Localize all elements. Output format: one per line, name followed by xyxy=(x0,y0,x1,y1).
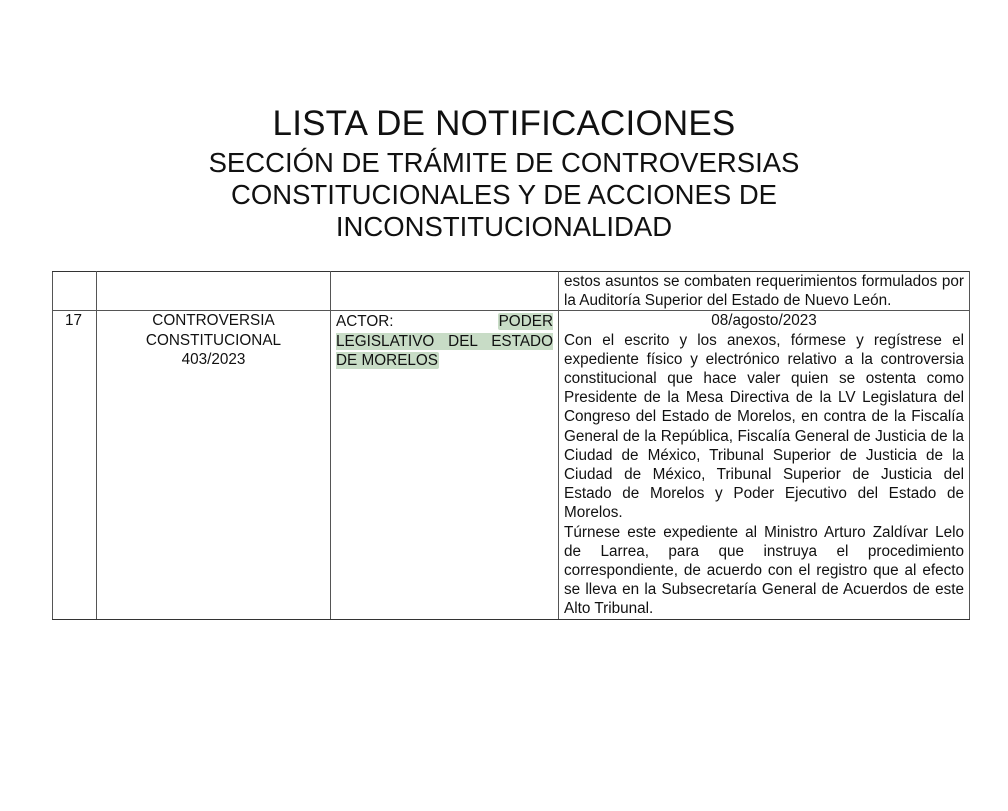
highlighted-actor: PODER LEGISLATIVO DEL ESTADO DE MORELOS xyxy=(336,313,553,369)
cell-expediente xyxy=(97,311,331,619)
expediente-number: 403/2023 xyxy=(181,350,246,368)
partes-label: ACTOR: xyxy=(336,313,394,331)
subtitle-line: INCONSTITUCIONALIDAD xyxy=(335,211,673,242)
subtitle-line: CONSTITUCIONALES Y DE ACCIONES DE xyxy=(230,179,778,210)
section-subtitle xyxy=(0,147,1008,243)
notifications-table xyxy=(52,271,970,620)
expediente-type: CONTROVERSIA xyxy=(152,312,275,330)
cell-partes xyxy=(331,272,559,311)
cell-acuerdo xyxy=(559,311,970,619)
acuerdo-date: 08/agosto/2023 xyxy=(711,312,817,330)
document-header xyxy=(0,104,1008,243)
acuerdo-paragraph: Túrnese este expediente al Ministro Arturo Zaldívar Lelo de Larrea, para que instruya el procedimiento correspondiente, de acuerdo con el registro que al efecto se lleva en la Subsecretaría General de Acuerdos de este Alto Tribunal. xyxy=(564,523,964,618)
cell-number xyxy=(53,272,97,311)
cell-acuerdo: estos asuntos se combaten requerimientos formulados por la Auditoría Superior del Estado de Nuevo León. xyxy=(559,272,970,311)
table-row xyxy=(53,272,970,311)
table-row xyxy=(53,311,970,619)
document-title: LISTA DE NOTIFICACIONES xyxy=(272,104,736,143)
cell-partes xyxy=(331,311,559,619)
expediente-subtype: CONSTITUCIONAL xyxy=(145,331,282,349)
cell-expediente xyxy=(97,272,331,311)
subtitle-line: SECCIÓN DE TRÁMITE DE CONTROVERSIAS xyxy=(208,147,800,178)
cell-number: 17 xyxy=(53,311,97,619)
acuerdo-paragraph: Con el escrito y los anexos, fórmese y regístrese el expediente físico y electrónico relativo a la controversia constitucional que hace valer quien se ostenta como Presidente de la Mesa Directiva de la LV Legislatura del Congreso del Estado de Morelos, en contra de la Fiscalía General de la República, Fiscalía General de Justicia de la Ciudad de México, Tribunal Superior de Justicia de la Ciudad de México, Tribunal Superior de Justicia del Estado de Morelos y Poder Ejecutivo del Estado de Morelos. xyxy=(564,331,964,522)
